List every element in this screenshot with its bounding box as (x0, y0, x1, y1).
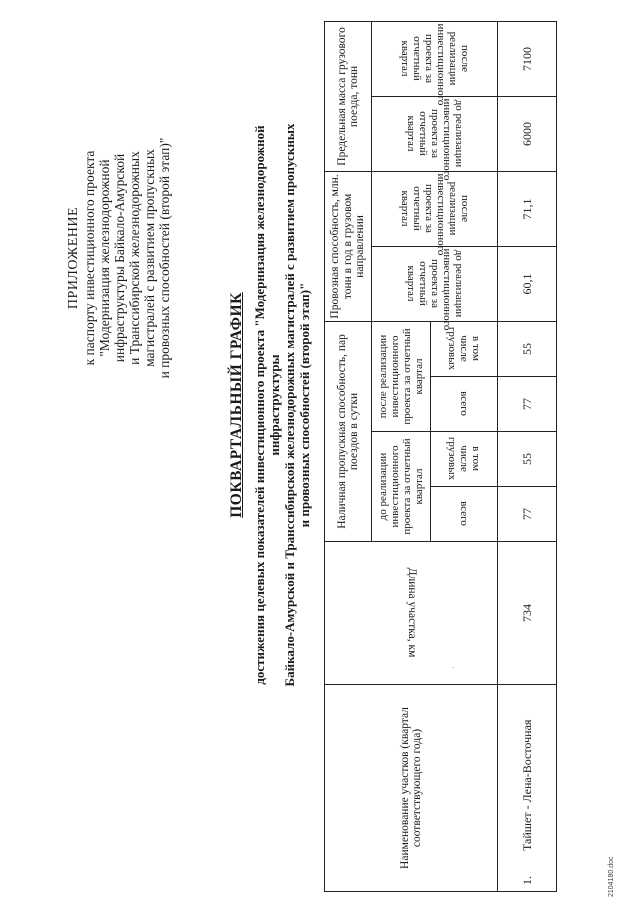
title-block (228, 105, 312, 705)
row-carry-before: 60,1 (498, 246, 557, 321)
appendix-heading: ПРИЛОЖЕНИЕ (66, 206, 81, 310)
appendix-line: к паспорту инвестиционного проекта (82, 150, 97, 366)
header-mass-before: до реализации инвестиционного проекта за отчетный квартал (372, 96, 498, 171)
appendix-line: и провозных способностей (второй этап)" (157, 137, 172, 379)
header-carrying: Провозная способность, млн. тонн в год в грузовом направлении (325, 171, 372, 321)
header-total: всего (431, 487, 498, 542)
header-mass: Предельная масса грузового поезда, тонн (325, 21, 372, 171)
header-freight: в том числе грузовых (431, 321, 498, 376)
row-mass-after: 7100 (498, 21, 557, 96)
title-line: достижения целевых показателей инвестиционного проекта "Модернизация железнодорожной инфраструктуры (252, 125, 282, 685)
table-row (498, 21, 557, 891)
header-capacity-after: после реализации инвестиционного проекта за отчетный квартал (372, 321, 431, 431)
row-number: 1. (519, 876, 534, 885)
row-cap-after-freight: 55 (498, 321, 557, 376)
header-section-name: Наименование участков (квартал соответствующего года) (325, 685, 498, 892)
row-mass-before: 6000 (498, 96, 557, 171)
scan-mark: · (448, 666, 458, 669)
row-length: 734 (498, 542, 557, 685)
title-line: Байкало-Амурской и Транссибирской железнодорожных магистралей с развитием пропускных (282, 123, 297, 687)
row-cap-before-freight: 55 (498, 432, 557, 487)
header-freight: в том числе грузовых (431, 432, 498, 487)
header-total: всего (431, 377, 498, 432)
header-mass-after: после реализации инвестиционного проекта за отчетный квартал (372, 21, 498, 96)
title-line: и провозных способностей (второй этап)" (297, 282, 312, 528)
header-carrying-after: после реализации инвестиционного проекта за отчетный квартал (372, 171, 498, 246)
header-capacity-before: до реализации инвестиционного проекта за отчетный квартал (372, 432, 431, 542)
schedule-table (324, 21, 557, 892)
header-length: Длина участка, км (325, 542, 498, 685)
appendix-block (66, 93, 172, 423)
header-capacity: Наличная пропускная способность, пар поездов в сутки (325, 321, 372, 541)
row-section-name (498, 685, 557, 892)
appendix-line: магистралей с развитием пропускных (142, 149, 157, 367)
appendix-line: инфраструктуры Байкало-Амурской (112, 153, 127, 363)
document-title: ПОКВАРТАЛЬНЫЙ ГРАФИК (228, 292, 245, 518)
appendix-line: "Модернизация железнодорожной (97, 159, 112, 357)
row-cap-before-total: 77 (498, 487, 557, 542)
row-carry-after: 71,1 (498, 171, 557, 246)
header-carrying-before: до реализации инвестиционного проекта за отчетный квартал (372, 246, 498, 321)
appendix-line: и Транссибирской железнодорожных (127, 151, 142, 365)
document-reference: 2104180.doc (608, 856, 615, 897)
header-row (325, 21, 372, 891)
row-cap-after-total: 77 (498, 377, 557, 432)
row-name: Тайшет - Лена-Восточная (519, 719, 534, 851)
